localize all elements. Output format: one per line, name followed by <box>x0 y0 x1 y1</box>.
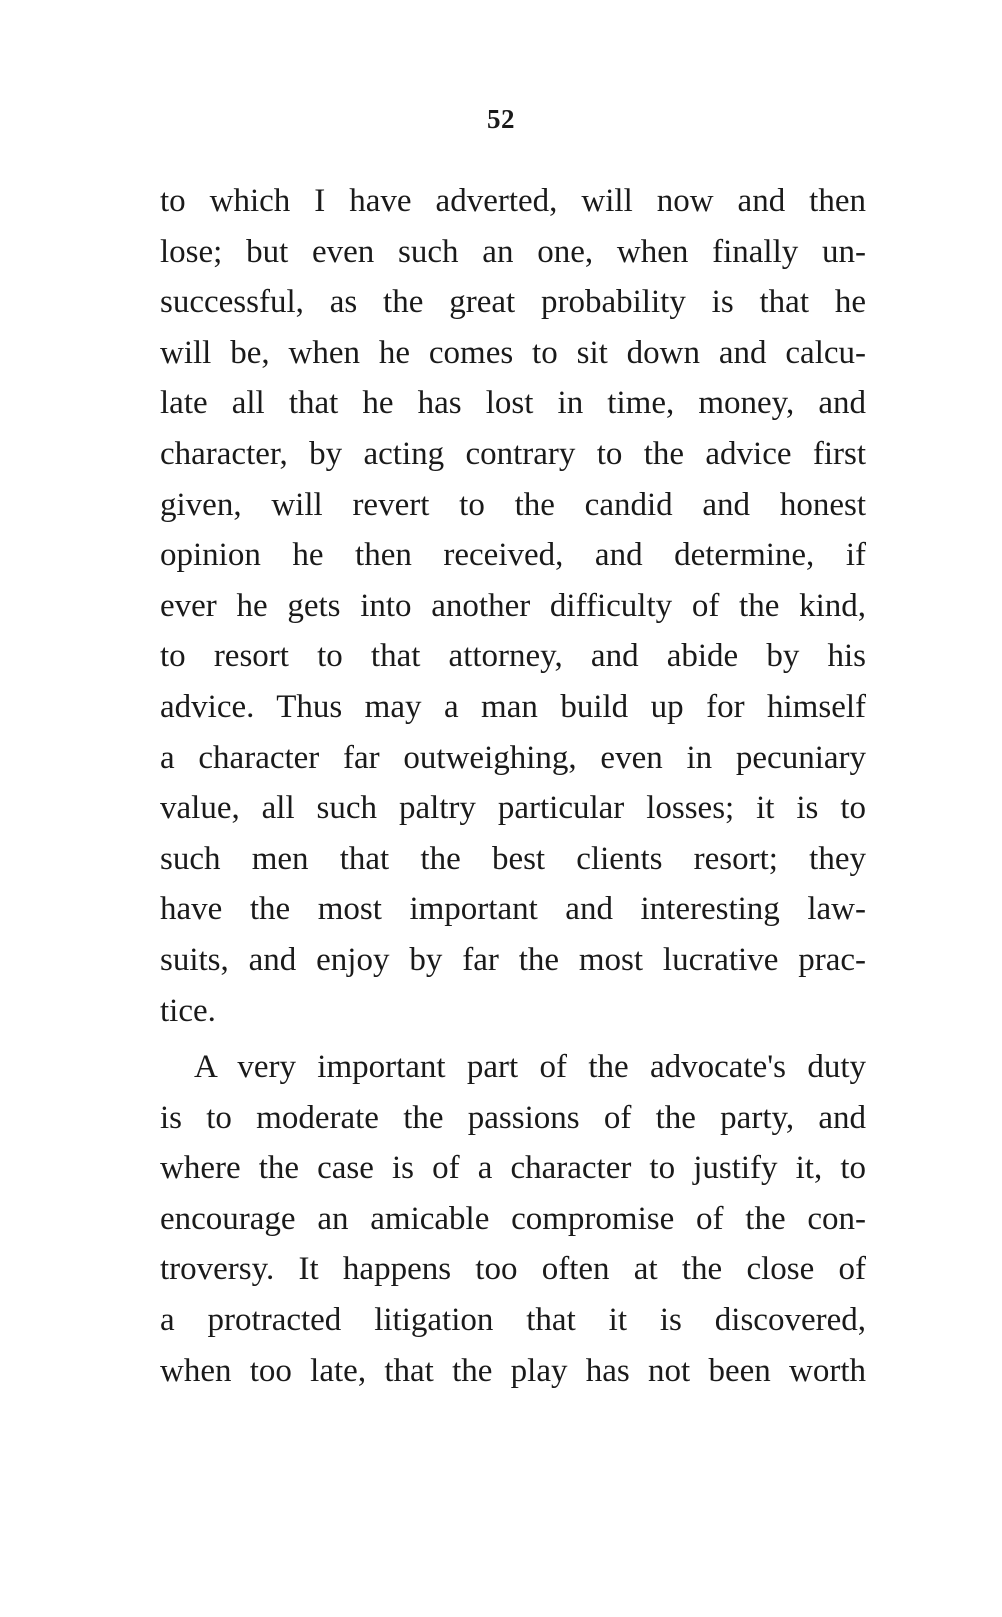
text-line: successful, as the great probability is that he <box>160 284 866 321</box>
text-line: lose; but even such an one, when finally un- <box>160 233 866 270</box>
text-line: where the case is of a character to justify it, to <box>160 1150 866 1187</box>
text-line: opinion he then received, and determine, if <box>160 537 866 574</box>
text-line: when too late, that the play has not been worth <box>160 1352 866 1389</box>
paragraph-1 <box>160 176 866 1036</box>
text-line: value, all such paltry particular losses; it is to <box>160 790 866 827</box>
text-line: suits, and enjoy by far the most lucrative prac- <box>160 941 866 978</box>
text-line: given, will revert to the candid and honest <box>160 486 866 523</box>
text-line: such men that the best clients resort; they <box>160 840 866 877</box>
text-line: advice. Thus may a man build up for himself <box>160 688 866 725</box>
text-line: late all that he has lost in time, money, and <box>160 385 866 422</box>
text-line: have the most important and interesting law- <box>160 891 866 928</box>
text-line: A very important part of the advocate's duty <box>194 1049 866 1086</box>
text-line: is to moderate the passions of the party, and <box>160 1099 866 1136</box>
text-line: a protracted litigation that it is discovered, <box>160 1302 866 1339</box>
text-line: ever he gets into another difficulty of the kind, <box>160 587 866 624</box>
text-line: character, by acting contrary to the advice first <box>160 435 866 472</box>
text-line: troversy. It happens too often at the close of <box>160 1251 866 1288</box>
text-line: to which I have adverted, will now and then <box>160 183 866 219</box>
text-line: tice. <box>160 992 216 1029</box>
body-text <box>160 176 866 1396</box>
text-line: will be, when he comes to sit down and calcu- <box>160 334 866 371</box>
text-line: encourage an amicable compromise of the con- <box>160 1200 866 1237</box>
paragraph-2 <box>160 1042 866 1396</box>
page-number: 52 <box>487 104 515 134</box>
text-line: to resort to that attorney, and abide by his <box>160 638 866 675</box>
text-line: a character far outweighing, even in pecuniary <box>160 739 866 776</box>
